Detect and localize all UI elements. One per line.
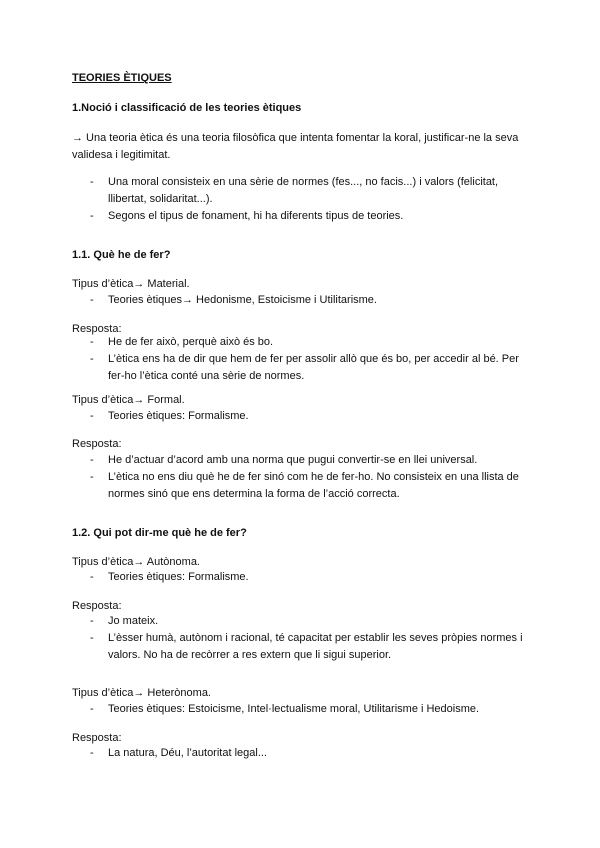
answer-label: Resposta: [72, 732, 122, 744]
ethics-type-heteronomous: Tipus d’ètica→ Heterònoma. [72, 687, 211, 699]
theories-list [72, 569, 532, 586]
section-1-intro: → Una teoria ètica és una teoria filosòfica que intenta fomentar la koral, justificar-ne la seva validesa i legitimitat. [72, 132, 519, 161]
list-item: - L’èsser humà, autònom i racional, té capacitat per establir les seves pròpies normes i valors. No ha de recòrrer a res extern que li sigui superior. [72, 630, 532, 664]
list-item: - He de fer això, perquè això és bo. [72, 334, 532, 351]
list-item: - La natura, Déu, l’autoritat legal... [72, 745, 532, 762]
list-item: - L’ètica no ens diu què he de fer sinó com he de fer-ho. No consisteix en una llista de normes sinó que ens determina la forma de l’acció correcta. [72, 469, 532, 503]
list-item: - He d’actuar d’acord amb una norma que pugui convertir-se en llei universal. [72, 452, 532, 469]
list-item: - Teories ètiques: Formalisme. [72, 569, 532, 586]
ethics-type-autonomous: Tipus d’ètica→ Autònoma. [72, 556, 200, 568]
list-item: - Teories ètiques: Estoicisme, Intel·lectualisme moral, Utilitarisme i Hedoisme. [72, 701, 532, 718]
list-item: - Jo mateix. [72, 613, 532, 630]
section-1-heading: 1.Noció i classificació de les teories ètiques [72, 102, 302, 114]
list-item: - Teories ètiques→ Hedonisme, Estoicisme i Utilitarisme. [72, 292, 532, 309]
answer-list [72, 452, 532, 503]
document-title: TEORIES ÈTIQUES [72, 72, 172, 84]
answer-list [72, 334, 532, 385]
theories-list [72, 408, 532, 425]
answer-label: Resposta: [72, 323, 122, 335]
section-1-list [72, 174, 532, 225]
answer-label: Resposta: [72, 600, 122, 612]
theories-list [72, 292, 532, 309]
answer-list [72, 745, 532, 762]
list-item: - Una moral consisteix en una sèrie de normes (fes..., no facis...) i valors (felicitat, llibertat, solidaritat...). [72, 174, 532, 208]
section-1-1-heading: 1.1. Què he de fer? [72, 249, 171, 261]
ethics-type-formal: Tipus d’ètica→ Formal. [72, 394, 185, 406]
list-item: - Teories ètiques: Formalisme. [72, 408, 532, 425]
list-item: - Segons el tipus de fonament, hi ha diferents tipus de teories. [72, 208, 532, 225]
theories-list [72, 701, 532, 718]
section-1-2-heading: 1.2. Qui pot dir-me què he de fer? [72, 527, 247, 539]
ethics-type-material: Tipus d’ètica→ Material. [72, 278, 190, 290]
answer-label: Resposta: [72, 438, 122, 450]
list-item: - L’ètica ens ha de dir que hem de fer per assolir allò que és bo, per accedir al bé. Per fer-ho l’ètica conté una sèrie de normes. [72, 351, 532, 385]
answer-list [72, 613, 532, 664]
